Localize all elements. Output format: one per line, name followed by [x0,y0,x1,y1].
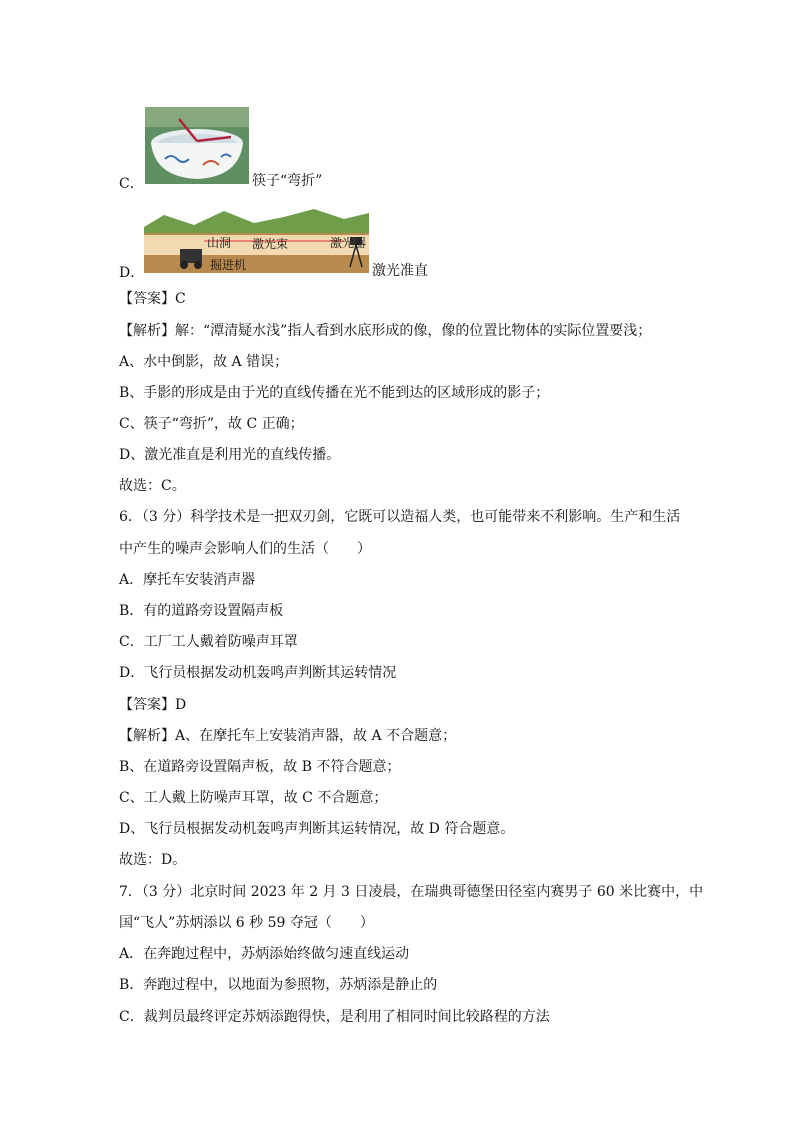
q6-option: D．飞行员根据发动机轰鸣声判断其运转情况 [119,665,397,681]
bowl-chopsticks-image [145,107,249,184]
diagram-label-beam: 激光束 [252,237,289,251]
q5-line: A、水中倒影，故 A 错误； [119,354,289,370]
q6-option: B．有的道路旁设置隔声板 [119,603,284,619]
q5-line: D、激光准直是利用光的直线传播。 [119,447,341,463]
option-c-label: C． [119,176,144,192]
q5-line: B、手影的形成是由于光的直线传播在光不能到达的区域形成的影子； [119,385,550,401]
q7-option: A．在奔跑过程中，苏炳添始终做匀速直线运动 [119,946,410,962]
q6-stem: 6．（3 分）科学技术是一把双刃剑，它既可以造福人类，也可能带来不利影响。生产和生活 [119,509,681,525]
laser-tunnel-diagram [144,207,369,273]
q6-line: C、工人戴上防噪声耳罩，故 C 不合题意； [119,790,388,806]
q5-answer: 【答案】C [119,291,186,307]
diagram-label-laser: 激光器 [330,236,367,250]
q6-option: A．摩托车安装消声器 [119,572,256,588]
q7-stem: 7．（3 分）北京时间 2023 年 2 月 3 日凌晨，在瑞典哥德堡田径室内赛男子 60 米比赛中，中 [119,884,704,900]
q6-stem: 中产生的噪声会影响人们的生活（ ） [119,541,371,557]
option-c-caption: 筷子“弯折” [252,173,323,189]
q7-stem: 国“飞人”苏炳添以 6 秒 59 夺冠（ ） [119,915,374,931]
q5-line: C、筷子“弯折”，故 C 正确； [119,416,304,432]
q5-conclusion: 故选：C。 [119,478,186,494]
q6-line: D、飞行员根据发动机轰鸣声判断其运转情况，故 D 符合题意。 [119,821,515,837]
q7-option: B．奔跑过程中，以地面为参照物，苏炳添是静止的 [119,977,438,993]
diagram-label-cave: 山洞 [207,236,232,250]
q6-analysis: 【解析】A、在摩托车上安装消声器，故 A 不合题意； [119,728,457,744]
diagram-label-machine: 掘进机 [210,258,247,272]
q6-answer: 【答案】D [119,697,187,713]
option-d-caption: 激光准直 [372,263,428,279]
option-d-label: D． [119,265,145,281]
q5-analysis: 【解析】解：“潭清疑水浅”指人看到水底形成的像，像的位置比物体的实际位置要浅； [119,323,652,339]
q6-conclusion: 故选：D。 [119,852,187,868]
q6-option: C．工厂工人戴着防噪声耳罩 [119,634,298,650]
q6-line: B、在道路旁设置隔声板，故 B 不符合题意； [119,759,401,775]
q7-option: C．裁判员最终评定苏炳添跑得快，是利用了相同时间比较路程的方法 [119,1009,550,1025]
